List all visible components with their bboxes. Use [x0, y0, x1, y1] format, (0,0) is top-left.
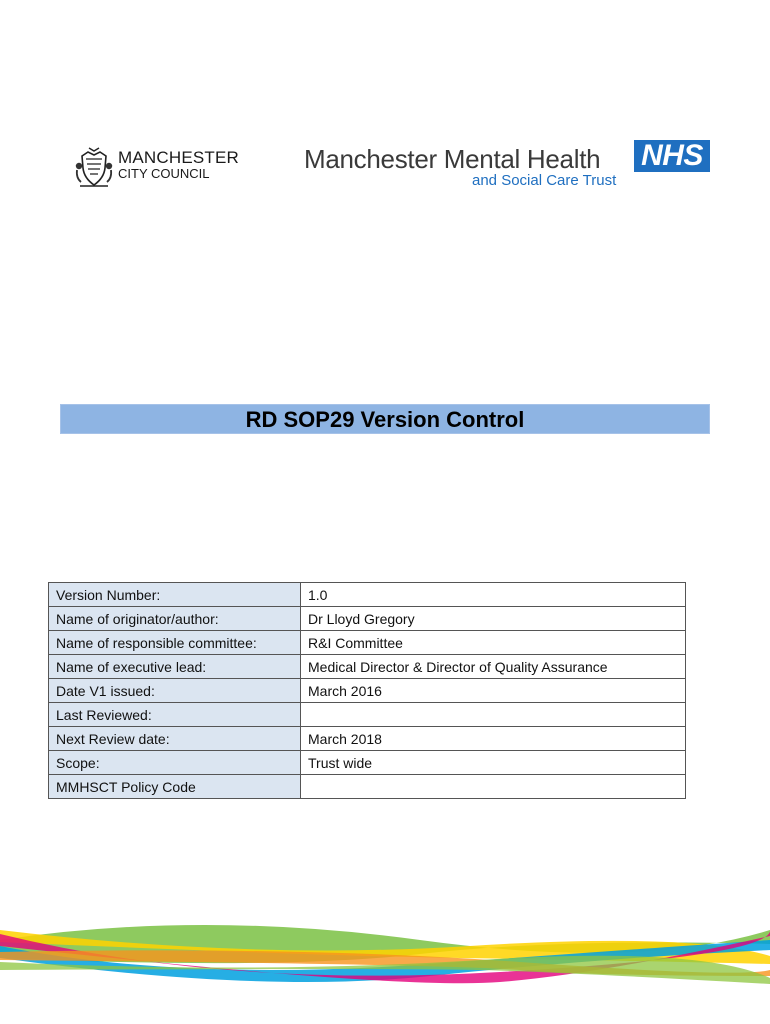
row-label: Date V1 issued:: [49, 679, 301, 703]
row-value: [301, 775, 686, 799]
trust-logo: [304, 140, 714, 192]
row-label: Name of originator/author:: [49, 607, 301, 631]
table-row: [49, 775, 686, 799]
table-row: [49, 607, 686, 631]
table-row: [49, 751, 686, 775]
row-value: Dr Lloyd Gregory: [301, 607, 686, 631]
document-title-bar: [60, 404, 710, 434]
table-row: [49, 727, 686, 751]
manchester-city-council-logo: [74, 146, 244, 188]
row-label: Scope:: [49, 751, 301, 775]
nhs-badge: [634, 140, 710, 172]
table-row: [49, 655, 686, 679]
table-row: [49, 679, 686, 703]
council-name-line2: CITY COUNCIL: [118, 166, 210, 181]
table-row: [49, 703, 686, 727]
row-value: 1.0: [301, 583, 686, 607]
row-label: Name of responsible committee:: [49, 631, 301, 655]
row-label: Name of executive lead:: [49, 655, 301, 679]
trust-name-line2: and Social Care Trust: [472, 172, 617, 189]
trust-name-line1: Manchester Mental Health: [304, 144, 601, 174]
council-name-line1: MANCHESTER: [118, 148, 240, 167]
row-value: March 2018: [301, 727, 686, 751]
footer-swoosh-decoration: [0, 900, 770, 1024]
row-value: March 2016: [301, 679, 686, 703]
row-label: Next Review date:: [49, 727, 301, 751]
row-value: Medical Director & Director of Quality Assurance: [301, 655, 686, 679]
version-control-table: [48, 582, 686, 799]
table-row: [49, 583, 686, 607]
row-value: R&I Committee: [301, 631, 686, 655]
table-row: [49, 631, 686, 655]
row-label: Last Reviewed:: [49, 703, 301, 727]
document-title: RD SOP29 Version Control: [245, 407, 525, 432]
row-label: MMHSCT Policy Code: [49, 775, 301, 799]
row-label: Version Number:: [49, 583, 301, 607]
nhs-badge-text: NHS: [641, 139, 703, 172]
row-value: [301, 703, 686, 727]
row-value: Trust wide: [301, 751, 686, 775]
city-crest-icon: [74, 146, 114, 188]
